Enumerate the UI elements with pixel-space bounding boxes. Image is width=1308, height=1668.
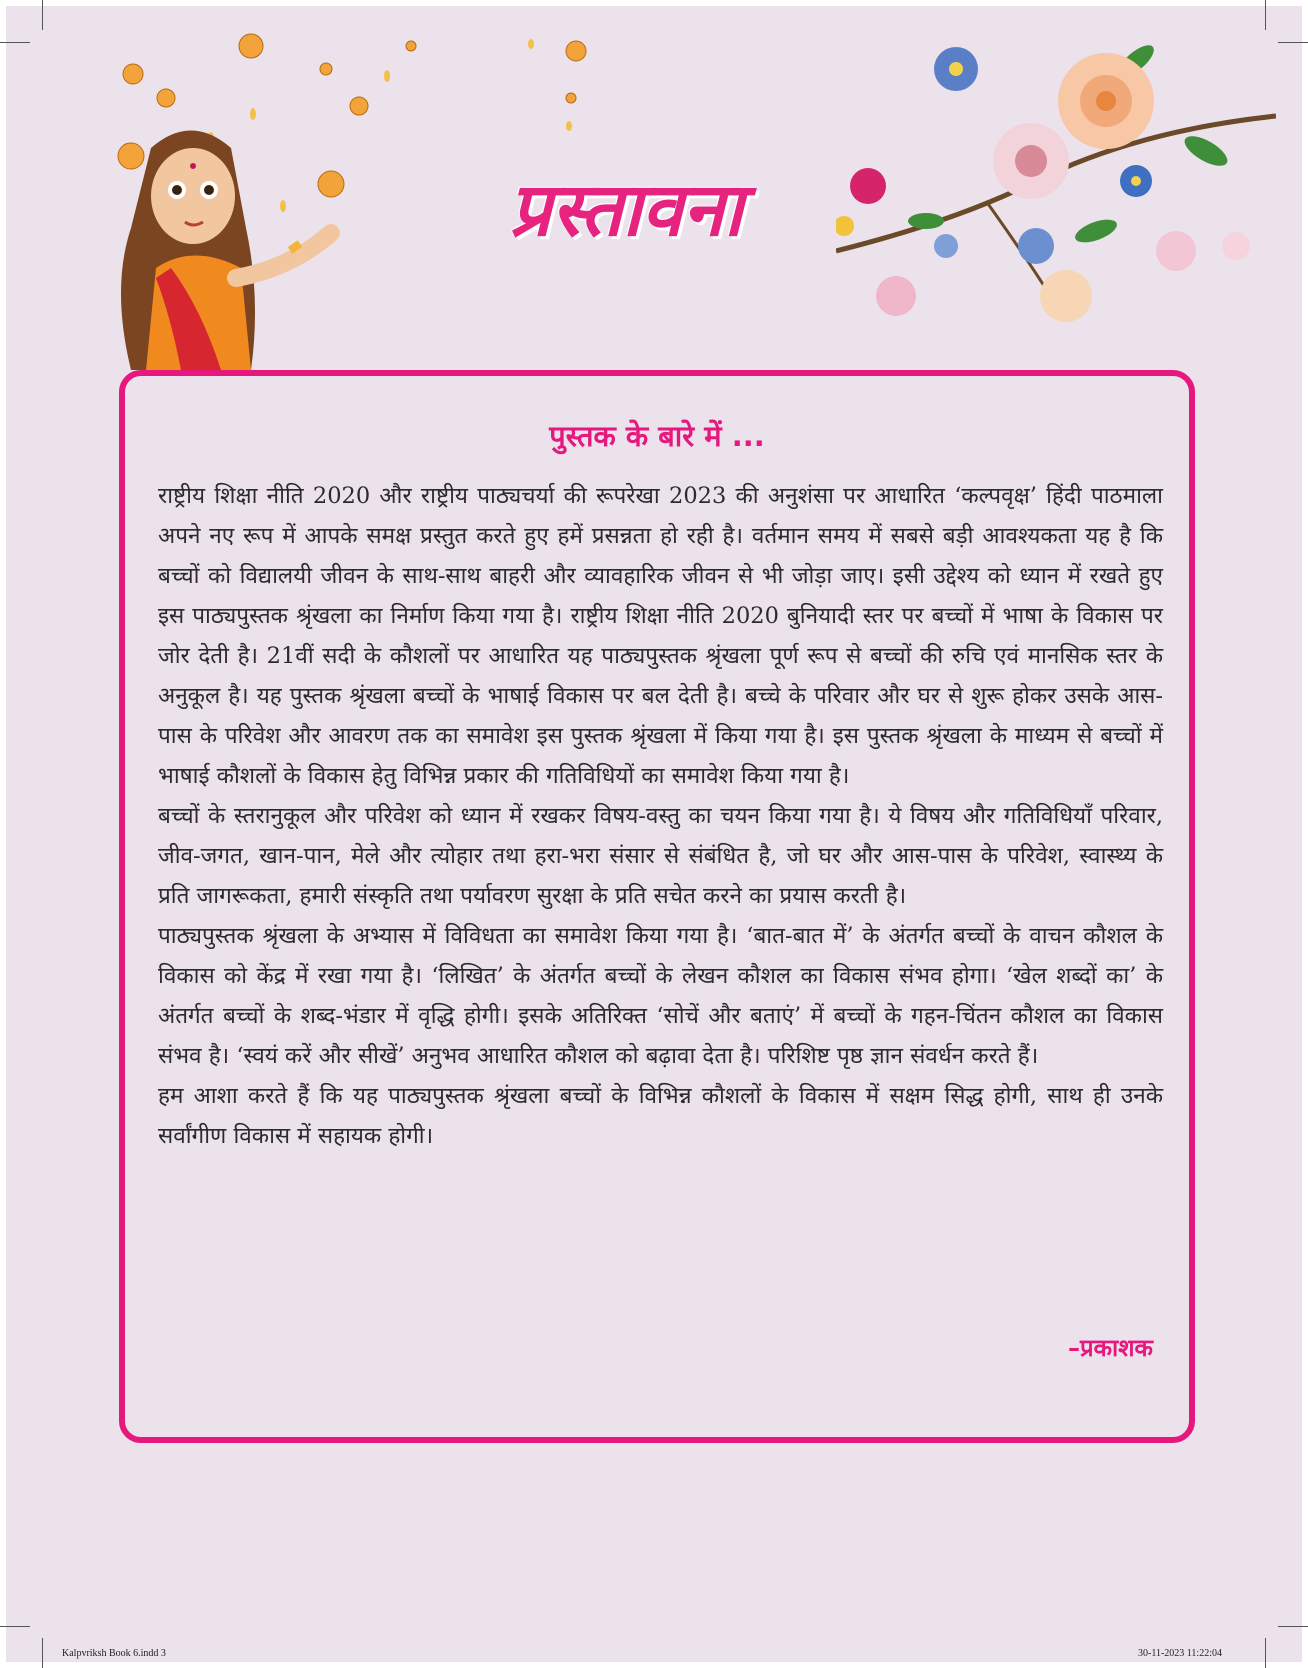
paragraph: राष्ट्रीय शिक्षा नीति 2020 और राष्ट्रीय पाठ्यचर्या की रूपरेखा 2023 की अनुशंसा पर आधारित ‘कल्पवृक्ष’ हिंदी पाठमाला अपने नए रूप में आपके समक्ष प्रस्तुत करते हुए हमें प्रसन्नता हो रही है। वर्तमान समय में सबसे बड़ी आवश्यकता यह है कि बच्चों को विद्यालयी जीवन के साथ-साथ बाहरी और व्यावहारिक जीवन से भी जोड़ा जाए। इसी उद्देश्य को ध्यान में रखते हुए इस पाठ्यपुस्तक श्रृंखला का निर्माण किया गया है। राष्ट्रीय शिक्षा नीति 2020 बुनियादी स्तर पर बच्चों में भाषा के विकास पर जोर देती है। 21वीं सदी के कौशलों पर आधारित यह पाठ्यपुस्तक श्रृंखला पूर्ण रूप से बच्चों की रुचि एवं मानसिक स्तर के अनुकूल है। यह पुस्तक श्रृंखला बच्चों के भाषाई विकास पर बल देती है। बच्चे के परिवार और घर से शुरू होकर उसके आस-पास के परिवेश और आवरण तक का समावेश इस पुस्तक श्रृंखला में किया गया है। इस पुस्तक श्रृंखला के माध्यम से बच्चों में भाषाई कौशलों के विकास हेतु विभिन्न प्रकार की गतिविधियों का समावेश किया गया है। (158, 483, 1163, 789)
crop-mark (1265, 1638, 1266, 1668)
paragraph: पाठ्यपुस्तक श्रृंखला के अभ्यास में विविधता का समावेश किया गया है। ‘बात-बात में’ के अंतर्गत बच्चों के वाचन कौशल के विकास को केंद्र में रखा गया है। ‘लिखित’ के अंतर्गत बच्चों के लेखन कौशल का विकास संभव होगा। ‘खेल शब्दों का’ के अंतर्गत बच्चों के शब्द-भंडार में वृद्धि होगी। इसके अतिरिक्त ‘सोचें और बताएं’ में बच्चों के गहन-चिंतन कौशल का विकास संभव है। ‘स्वयं करें और सीखें’ अनुभव आधारित कौशल को बढ़ावा देता है। परिशिष्ट पृष्ठ ज्ञान संवर्धन करते हैं। (158, 923, 1163, 1069)
crop-mark (1278, 42, 1308, 43)
crop-mark (42, 0, 43, 30)
crop-mark (1265, 0, 1266, 30)
crop-mark (1278, 1626, 1308, 1627)
crop-mark (42, 1638, 43, 1668)
page-title: प्रस्तावना (509, 167, 743, 253)
body-text (158, 476, 1163, 1156)
footer-timestamp: 30-11-2023 11:22:04 (1138, 1648, 1222, 1659)
paragraph: बच्चों के स्तरानुकूल और परिवेश को ध्यान में रखकर विषय-वस्तु का चयन किया गया है। ये विषय और गतिविधियाँ परिवार, जीव-जगत, खान-पान, मेले और त्योहार तथा हरा-भरा संसार से संबंधित है, जो घर और आस-पास के परिवेश, स्वास्थ्य के प्रति जागरूकता, हमारी संस्कृति तथा पर्यावरण सुरक्षा के प्रति सचेत करने का प्रयास करती है। (158, 803, 1163, 909)
content-box (119, 370, 1195, 1443)
footer-filename: Kalpvriksh Book 6.indd 3 (62, 1648, 166, 1659)
publisher-signature: –प्रकाशक (1067, 1334, 1153, 1362)
crop-mark (0, 42, 30, 43)
page-background (6, 6, 1302, 1662)
paragraph: हम आशा करते हैं कि यह पाठ्यपुस्तक श्रृंखला बच्चों के विभिन्न कौशलों के विकास में सक्षम सिद्ध होगी, साथ ही उनके सर्वांगीण विकास में सहायक होगी। (158, 1083, 1163, 1149)
crop-mark (0, 1626, 30, 1627)
girl-illustration (111, 118, 381, 370)
flower-branch-illustration (836, 21, 1276, 356)
section-subtitle: पुस्तक के बारे में ... (549, 419, 765, 453)
